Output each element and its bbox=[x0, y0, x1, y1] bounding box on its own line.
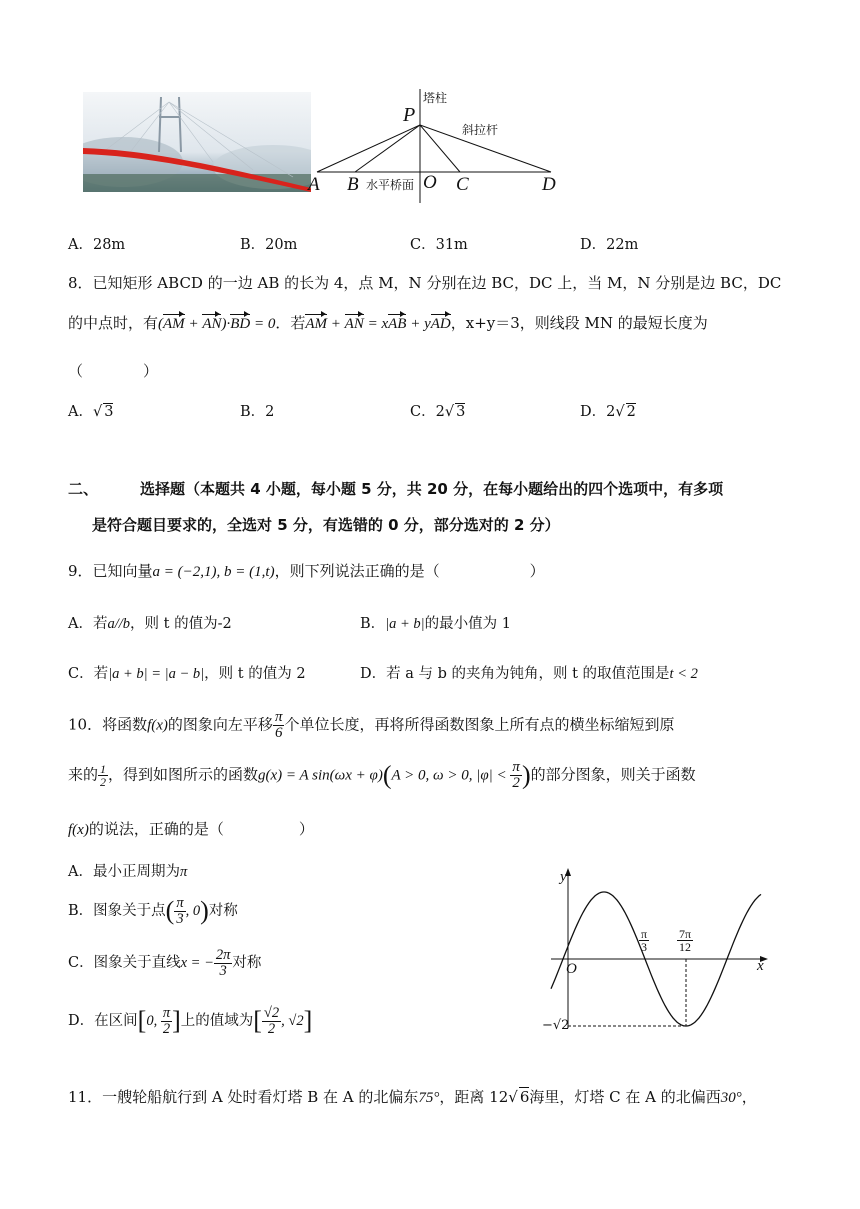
q9-a-pre: A．若 bbox=[68, 616, 108, 632]
q8-line2-pre: 的中点时，有 bbox=[68, 314, 159, 332]
q9-a-math: a//b bbox=[107, 616, 131, 632]
q10-line3-post: 的说法，正确的是（ ） bbox=[88, 820, 314, 838]
q10-a-text: A．最小正周期为 bbox=[68, 864, 180, 880]
q10-fx: f(x) bbox=[147, 717, 168, 734]
label-A: A bbox=[308, 174, 320, 195]
q10-c-pre: C．图象关于直线 bbox=[68, 955, 181, 971]
q8-paren: （ ） bbox=[68, 362, 159, 380]
q9-option-d[interactable] bbox=[360, 662, 698, 683]
q10-c-math: x = − bbox=[180, 955, 214, 971]
q8-option-c-radicand: 3 bbox=[456, 404, 466, 420]
q8-decomp-math: AM + AN = xAB + yAD bbox=[305, 316, 451, 332]
q10-b-post: 对称 bbox=[208, 903, 238, 919]
q10-phi-frac: $\frac{\pi}{2}$ bbox=[512, 759, 520, 791]
q9-stem-pre: 9．已知向量 bbox=[68, 562, 153, 580]
section2-line1: 选择题（本题共 4 小题，每小题 5 分，共 20 分，在每小题给出的四个选项中，有多项 bbox=[140, 480, 724, 498]
q10-option-d[interactable]: D．在区间[0, $\frac{\pi}{2}$ ]上的值域为[ $\frac{√2}{2}$ , √2] bbox=[68, 1005, 313, 1037]
q10-option-b[interactable]: B．图象关于点( $\frac{\pi}{3}$ , 0)对称 bbox=[68, 895, 238, 927]
q10-b-zero: , 0 bbox=[185, 903, 201, 919]
q8-option-a[interactable]: A．√ 3 bbox=[68, 404, 114, 420]
label-D: D bbox=[542, 174, 556, 195]
q9-stem-math: a = (−2,1), b = (1,t) bbox=[152, 564, 275, 580]
q10-d-zero: 0, bbox=[146, 1013, 161, 1029]
label-tower: 塔柱 bbox=[423, 91, 448, 105]
graph-tick-7pi12: $\frac{7\pi}{12}$ bbox=[679, 927, 692, 954]
q9-c-pre: C．若 bbox=[68, 666, 109, 682]
q9-b-post: 的最小值为 1 bbox=[424, 616, 512, 632]
q8-line2-post: ，x+y＝3，则线段 MN 的最短长度为 bbox=[450, 314, 708, 332]
q10-c-frac: $\frac{2\pi}{3}$ bbox=[215, 947, 231, 979]
q10-d-frac2: $\frac{√2}{2}$ bbox=[263, 1005, 280, 1037]
q9-c-math: |a + b| = |a − b| bbox=[108, 666, 205, 682]
q9-d-text: D．若 a 与 b 的夹角为钝角，则 t 的取值范围是 bbox=[360, 666, 670, 682]
q11-tail: ， bbox=[741, 1088, 757, 1106]
q8-option-a-radicand: 3 bbox=[104, 404, 114, 420]
q10-a-pi: π bbox=[179, 864, 188, 880]
q11-deg1: 75° bbox=[418, 1090, 440, 1106]
q10-shift-frac: $\frac{\pi}{6}$ bbox=[274, 709, 283, 741]
q10-conditions: A > 0, ω > 0, |φ| < bbox=[391, 767, 511, 784]
q7-option-b[interactable]: B．20m bbox=[240, 237, 298, 253]
label-cable: 斜拉杆 bbox=[462, 123, 499, 137]
q11-pre: 11．一艘轮船航行到 A 处时看灯塔 B 在 A 的北偏东 bbox=[68, 1088, 419, 1106]
q9-option-c[interactable] bbox=[68, 662, 306, 683]
section2-number: 二、 bbox=[68, 480, 99, 498]
q9-d-math: t < 2 bbox=[669, 666, 698, 682]
q9-option-b[interactable] bbox=[360, 612, 511, 633]
q8-condition-math: (AM + AN)·BD = 0 bbox=[158, 316, 276, 332]
q10-line1 bbox=[68, 710, 674, 741]
q10-line2-mid: ，得到如图所示的函数 bbox=[108, 765, 259, 784]
function-graph bbox=[548, 868, 770, 1040]
q9-option-a[interactable] bbox=[68, 612, 232, 633]
q10-half-frac: $\frac{1}{2}$ bbox=[100, 762, 107, 789]
q8-option-c[interactable]: C．2√ 3 bbox=[410, 404, 466, 420]
q9-b-math: |a + b| bbox=[385, 616, 425, 632]
q10-gx: g(x) = A sin(ωx + φ) bbox=[258, 767, 383, 784]
q8-option-b[interactable]: B．2 bbox=[240, 404, 275, 420]
q11-mid: ，距离 12 bbox=[439, 1088, 509, 1106]
q10-c-post: 对称 bbox=[232, 955, 262, 971]
q8-option-d[interactable]: D．2√ 2 bbox=[580, 404, 636, 420]
q11-line1: 11．一艘轮船航行到 A 处时看灯塔 B 在 A 的北偏东75°，距离 12√ 6海里，灯塔 C 在 A 的北偏西30°， bbox=[68, 1088, 757, 1106]
q11-post: 海里，灯塔 C 在 A 的北偏西 bbox=[529, 1088, 721, 1106]
bridge-photo bbox=[83, 92, 311, 192]
q8-line2 bbox=[68, 312, 708, 333]
q9-b-pre: B． bbox=[360, 616, 386, 632]
graph-origin: O bbox=[566, 961, 577, 977]
graph-tick-pi3: $\frac{\pi}{3}$ bbox=[641, 927, 648, 954]
q8-option-c-label: C．2 bbox=[410, 404, 445, 420]
label-C: C bbox=[456, 174, 469, 195]
label-deck: 水平桥面 bbox=[366, 178, 415, 192]
bridge-photo-image bbox=[83, 92, 311, 192]
q10-line1-mid: 的图象向左平移 bbox=[167, 715, 273, 734]
q10-d-mid: 上的值域为 bbox=[180, 1013, 254, 1029]
q7-option-d[interactable]: D．22m bbox=[580, 237, 639, 253]
q9-c-post: ，则 t 的值为 2 bbox=[204, 666, 306, 682]
section2-line2: 是符合题目要求的，全选对 5 分，有选错的 0 分，部分选对的 2 分） bbox=[92, 516, 560, 534]
q10-option-c[interactable] bbox=[68, 948, 261, 978]
q10-line3 bbox=[68, 818, 314, 839]
q11-radicand: 6 bbox=[519, 1088, 530, 1106]
q8-option-d-radicand: 2 bbox=[626, 404, 636, 420]
q8-option-a-label: A． bbox=[68, 404, 93, 420]
q10-line2-pre: 来的 bbox=[68, 765, 99, 784]
q8-line2-mid: ．若 bbox=[275, 314, 306, 332]
graph-y-label: y bbox=[560, 869, 567, 885]
label-O: O bbox=[423, 172, 437, 193]
q8-option-d-label: D．2 bbox=[580, 404, 616, 420]
q7-option-a[interactable]: A．28m bbox=[68, 237, 126, 253]
q10-b-frac: $\frac{\pi}{3}$ bbox=[176, 895, 184, 927]
q9-stem-post: ，则下列说法正确的是（ ） bbox=[274, 562, 545, 580]
q8-line1: 8．已知矩形 ABCD 的一边 AB 的长为 4，点 M，N 分别在边 BC，DC 上，当 M，N 分别是边 BC，DC bbox=[68, 274, 782, 292]
q11-deg2: 30° bbox=[720, 1090, 742, 1106]
q10-line1-pre: 10．将函数 bbox=[68, 715, 148, 734]
q10-d-frac: $\frac{\pi}{2}$ bbox=[162, 1005, 171, 1037]
label-P: P bbox=[403, 104, 416, 126]
q9-stem bbox=[68, 560, 545, 581]
q10-b-pre: B．图象关于点 bbox=[68, 903, 166, 919]
label-B: B bbox=[347, 174, 359, 195]
q9-a-post: ，则 t 的值为-2 bbox=[130, 616, 232, 632]
graph-x-label: x bbox=[757, 958, 764, 974]
q10-option-a[interactable] bbox=[68, 860, 187, 881]
q10-d-pre: D．在区间 bbox=[68, 1013, 138, 1029]
q10-line2: 来的 $\frac{1}{2}$ ，得到如图所示的函数g(x) = A sin(ωx + φ)(A > 0, ω > 0, |φ| < $\frac{\pi}{2}$ )的部分图象，则关于函数 bbox=[68, 759, 696, 791]
q10-d-sqrt2: , √2 bbox=[281, 1013, 304, 1029]
q10-fx2: f(x) bbox=[68, 822, 89, 838]
q10-line1-post: 个单位长度，再将所得函数图象上所有点的横坐标缩短到原 bbox=[284, 715, 675, 734]
q10-line2-post: 的部分图象，则关于函数 bbox=[530, 765, 696, 784]
q7-option-c[interactable]: C．31m bbox=[410, 237, 468, 253]
graph-min-label: −√2 bbox=[542, 1018, 570, 1033]
